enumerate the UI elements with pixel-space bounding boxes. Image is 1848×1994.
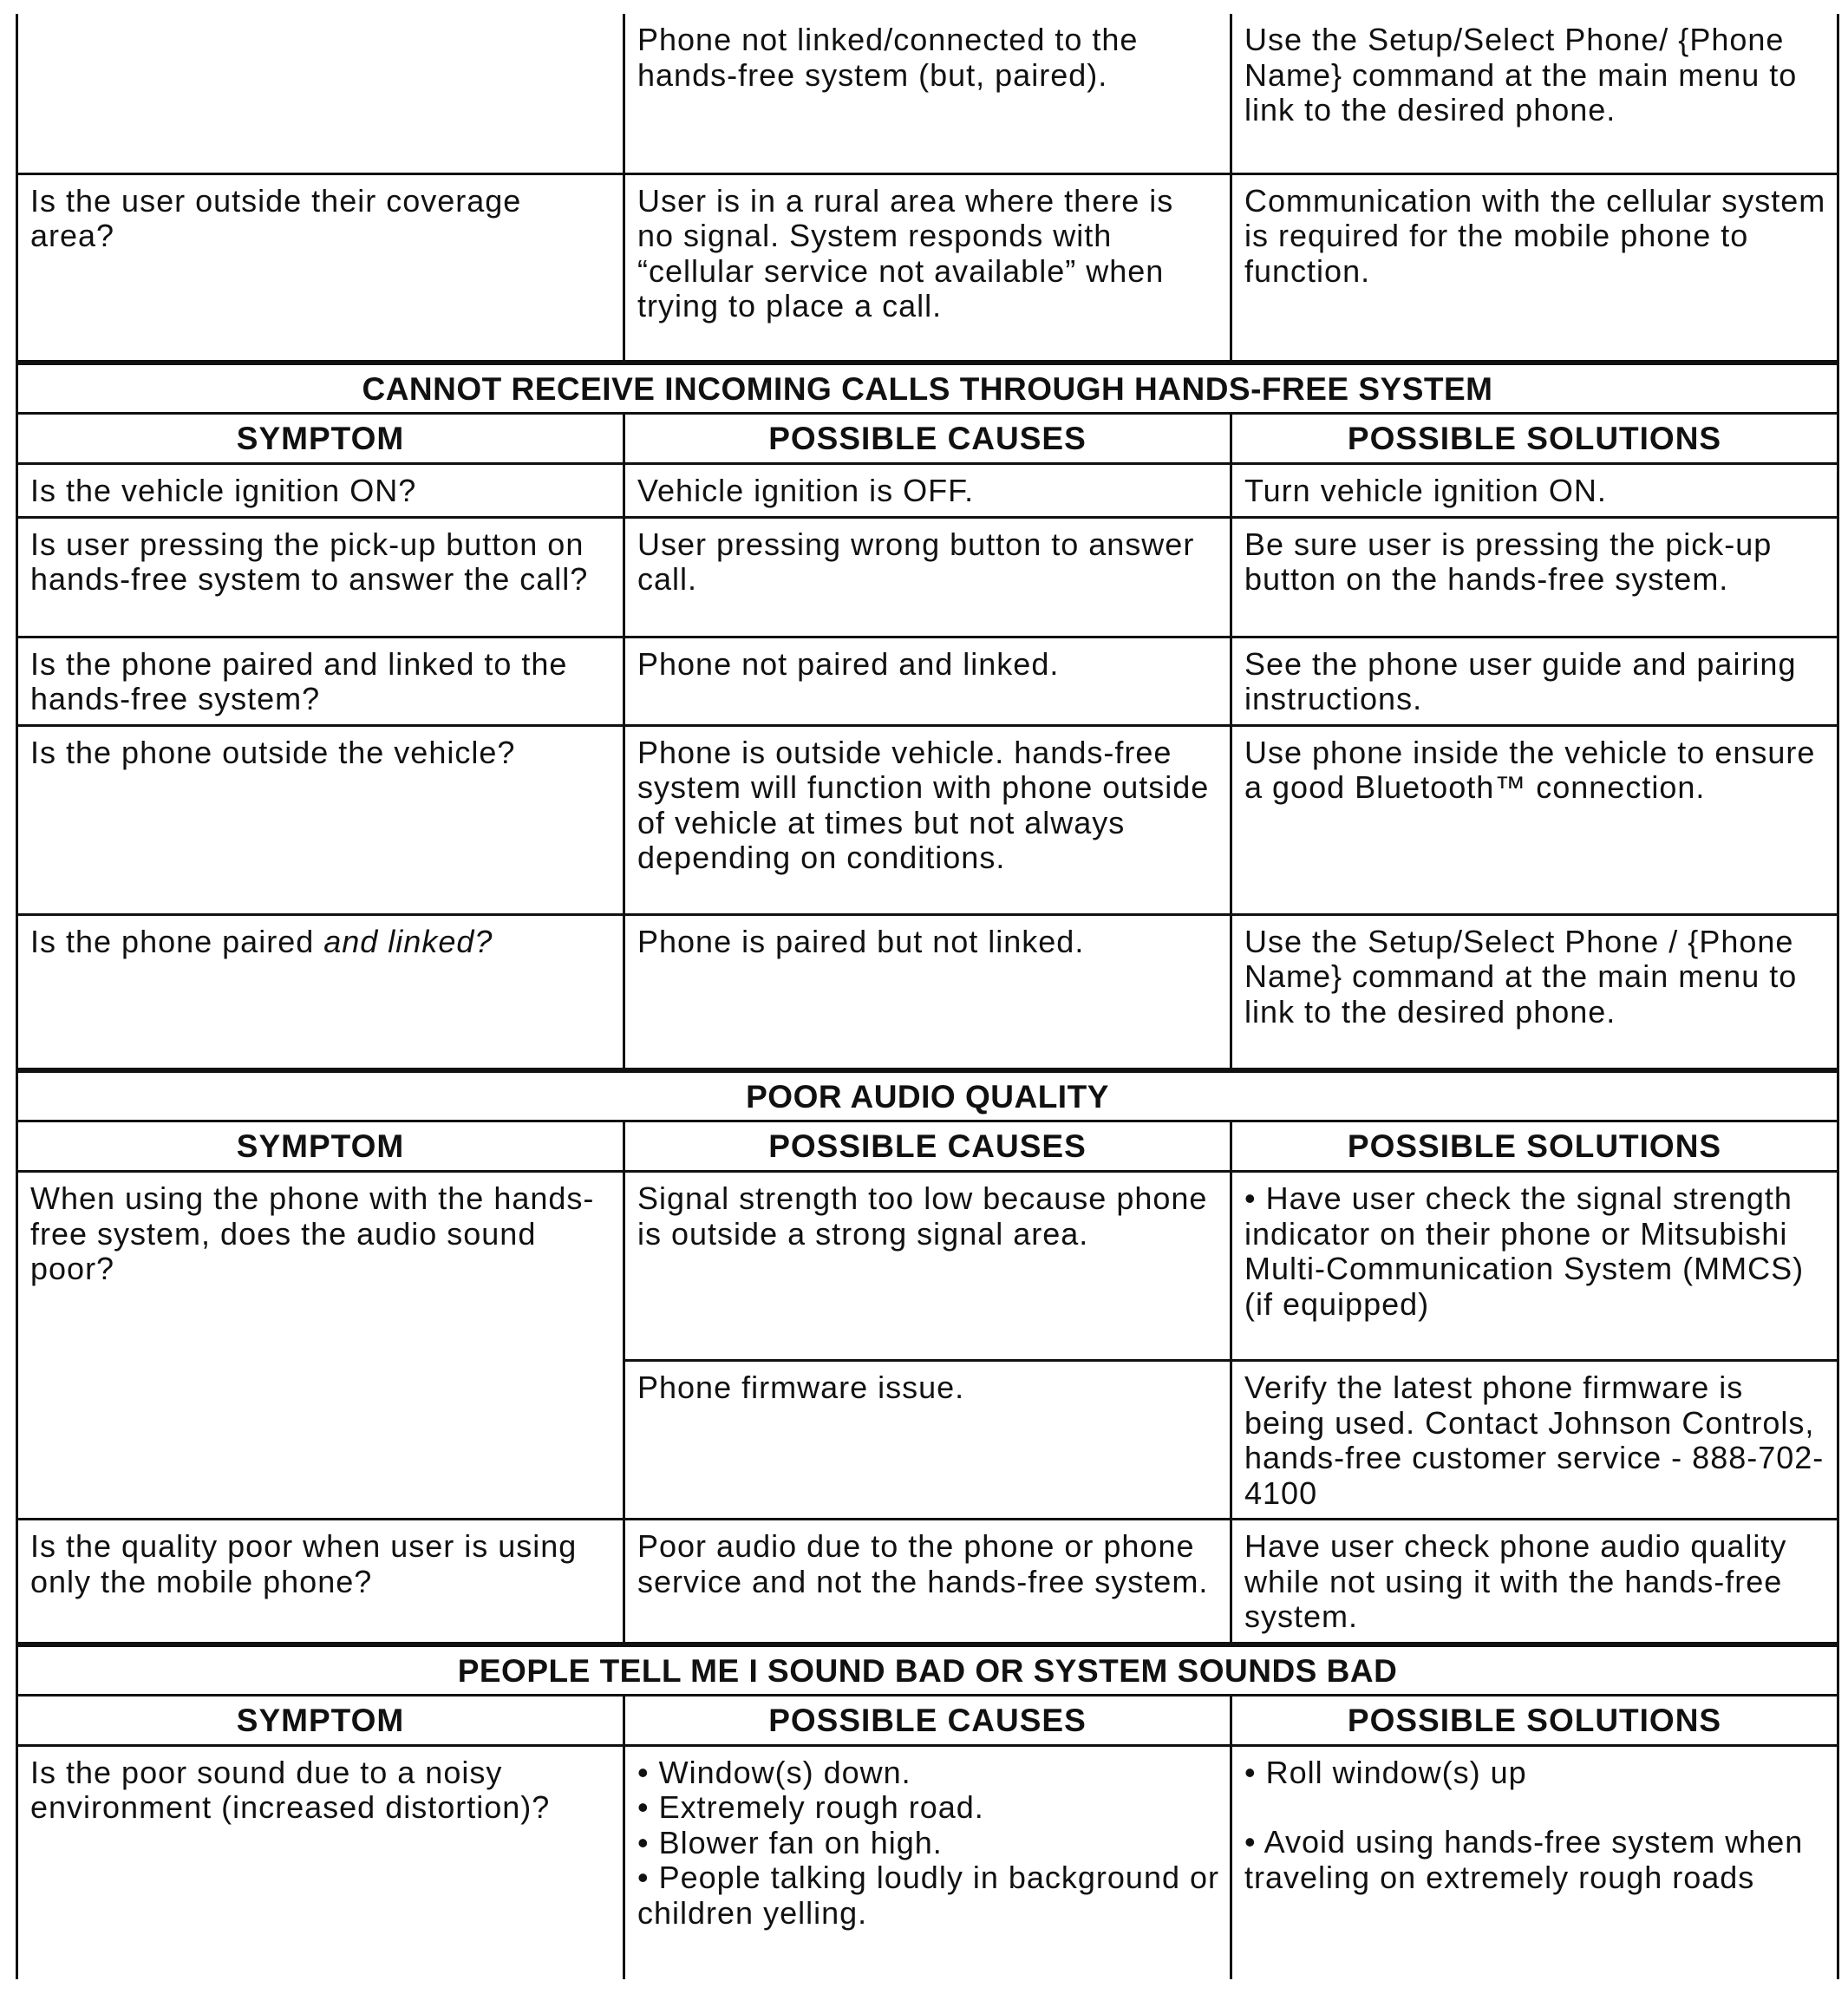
header-causes: POSSIBLE CAUSES [624, 1695, 1231, 1745]
cause-bullet: • Window(s) down. [637, 1754, 911, 1790]
symptom-cell: Is the phone paired and linked to the hands-free system? [17, 637, 624, 725]
symptom-cell: Is the phone outside the vehicle? [17, 725, 624, 914]
column-header-row [17, 1695, 1838, 1745]
section-title: POOR AUDIO QUALITY [17, 1070, 1838, 1121]
header-symptom: SYMPTOM [17, 1695, 624, 1745]
table-row [17, 14, 1838, 173]
header-symptom: SYMPTOM [17, 1121, 624, 1172]
table-row [17, 725, 1838, 914]
solution-cell: Verify the latest phone firmware is being used. Contact Johnson Controls, hands-free customer service - 888-702-4100 [1231, 1361, 1838, 1520]
section-title: PEOPLE TELL ME I SOUND BAD OR SYSTEM SOUNDS BAD [17, 1644, 1838, 1696]
symptom-cell [17, 914, 624, 1070]
section-title-row [17, 1070, 1838, 1121]
table-row [17, 1172, 1838, 1361]
solution-cell: • Have user check the signal strength indicator on their phone or Mitsubishi Multi-Communication System (MMCS) (if equipped) [1231, 1172, 1838, 1361]
table-row [17, 517, 1838, 637]
symptom-cell: Is user pressing the pick-up button on hands-free system to answer the call? [17, 517, 624, 637]
table-row [17, 637, 1838, 725]
solution-cell [1231, 1745, 1838, 1979]
cause-cell: Phone firmware issue. [624, 1361, 1231, 1520]
solution-cell: Use the Setup/Select Phone / {Phone Name} command at the main menu to link to the desired phone. [1231, 914, 1838, 1070]
solution-bullet: • Roll window(s) up [1244, 1754, 1527, 1790]
column-header-row [17, 414, 1838, 464]
solution-cell: Use the Setup/Select Phone/ {Phone Name} command at the main menu to link to the desired phone. [1231, 14, 1838, 173]
table-row [17, 1520, 1838, 1644]
cause-cell: User pressing wrong button to answer call. [624, 517, 1231, 637]
table-row [17, 1745, 1838, 1979]
symptom-cell: Is the vehicle ignition ON? [17, 464, 624, 518]
header-symptom: SYMPTOM [17, 414, 624, 464]
table-row [17, 464, 1838, 518]
table-row [17, 173, 1838, 363]
cause-cell: Phone not linked/connected to the hands-free system (but, paired). [624, 14, 1231, 173]
solution-cell: Turn vehicle ignition ON. [1231, 464, 1838, 518]
cause-bullet: • Extremely rough road. [637, 1789, 984, 1825]
symptom-cell [17, 14, 624, 173]
symptom-cell: Is the user outside their coverage area? [17, 173, 624, 363]
symptom-cell: Is the quality poor when user is using only the mobile phone? [17, 1520, 624, 1644]
cause-cell: Phone is outside vehicle. hands-free system will function with phone outside of vehicle at times but not always depending on conditions. [624, 725, 1231, 914]
cause-cell: Signal strength too low because phone is outside a strong signal area. [624, 1172, 1231, 1361]
header-solutions: POSSIBLE SOLUTIONS [1231, 1695, 1838, 1745]
troubleshooting-table [16, 14, 1839, 1979]
symptom-emphasis: and linked? [323, 923, 493, 959]
cause-cell: Poor audio due to the phone or phone service and not the hands-free system. [624, 1520, 1231, 1644]
column-header-row [17, 1121, 1838, 1172]
solution-cell: Have user check phone audio quality while not using it with the hands-free system. [1231, 1520, 1838, 1644]
cause-bullet: • People talking loudly in background or children yelling. [637, 1860, 1220, 1931]
solution-cell: Communication with the cellular system is required for the mobile phone to function. [1231, 173, 1838, 363]
header-solutions: POSSIBLE SOLUTIONS [1231, 1121, 1838, 1172]
solution-cell: Use phone inside the vehicle to ensure a good Bluetooth™ connection. [1231, 725, 1838, 914]
cause-cell: User is in a rural area where there is no signal. System responds with “cellular service not available” when trying to place a call. [624, 173, 1231, 363]
symptom-cell: When using the phone with the hands-free system, does the audio sound poor? [17, 1172, 624, 1520]
symptom-text: Is the phone paired [30, 923, 324, 959]
solution-bullet: • Avoid using hands-free system when traveling on extremely rough roads [1244, 1824, 1804, 1895]
cause-cell: Phone is paired but not linked. [624, 914, 1231, 1070]
solution-cell: Be sure user is pressing the pick-up button on the hands-free system. [1231, 517, 1838, 637]
header-causes: POSSIBLE CAUSES [624, 414, 1231, 464]
troubleshooting-page [16, 14, 1837, 1981]
cause-cell: Phone not paired and linked. [624, 637, 1231, 725]
symptom-cell: Is the poor sound due to a noisy environment (increased distortion)? [17, 1745, 624, 1979]
cause-bullet: • Blower fan on high. [637, 1824, 943, 1860]
table-row [17, 914, 1838, 1070]
solution-cell: See the phone user guide and pairing instructions. [1231, 637, 1838, 725]
cause-cell: Vehicle ignition is OFF. [624, 464, 1231, 518]
section-title: CANNOT RECEIVE INCOMING CALLS THROUGH HANDS-FREE SYSTEM [17, 363, 1838, 414]
cause-cell [624, 1745, 1231, 1979]
bullet-spacer [1244, 1790, 1826, 1825]
section-title-row [17, 363, 1838, 414]
header-causes: POSSIBLE CAUSES [624, 1121, 1231, 1172]
section-title-row [17, 1644, 1838, 1696]
header-solutions: POSSIBLE SOLUTIONS [1231, 414, 1838, 464]
